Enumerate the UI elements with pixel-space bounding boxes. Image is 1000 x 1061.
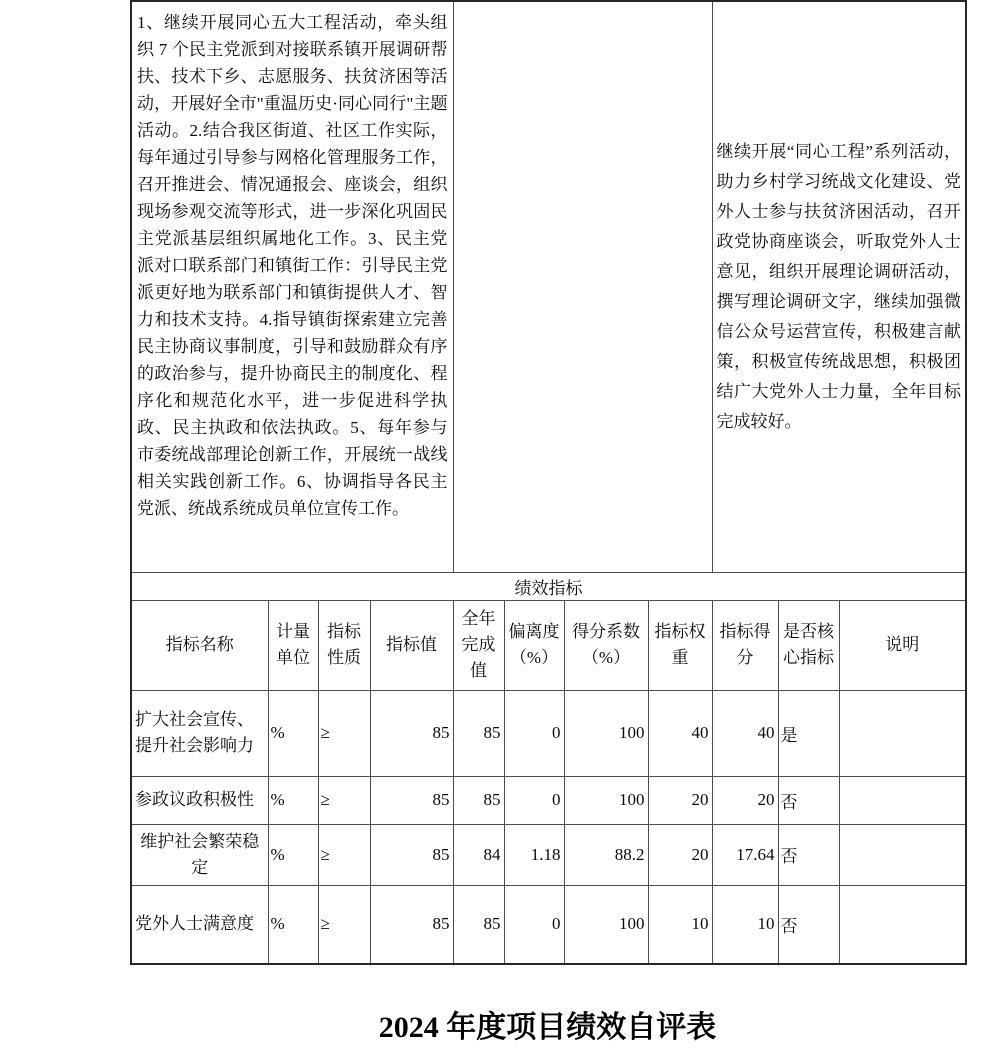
indicator-name: 党外人士满意度 [131,885,268,964]
weight-value: 20 [648,776,712,824]
target-value: 85 [370,690,453,776]
core-indicator-value: 否 [778,885,839,964]
deviation-value: 0 [504,885,564,964]
col-header-score-coefficient: 得分系数（%） [564,600,648,690]
score-value: 10 [712,885,778,964]
col-header-remarks: 说明 [839,600,966,690]
activities-text-wrap [137,9,448,567]
score-coefficient-value: 100 [564,690,648,776]
target-value: 85 [370,885,453,964]
activities-text-cell [131,1,453,572]
weight-value: 40 [648,690,712,776]
nature-value: ≥ [318,776,370,824]
remarks-value [839,885,966,964]
deviation-value: 0 [504,690,564,776]
core-indicator-value: 否 [778,824,839,885]
score-value: 17.64 [712,824,778,885]
core-indicator-value: 是 [778,690,839,776]
summary-text: 继续开展“同心工程”系列活动，助力乡村学习统战文化建设、党外人士参与扶贫济困活动，召开政党协商座谈会，听取党外人士意见，组织开展理论调研活动，撰写理论调研文字，继续加强微信公众号运营宣传，积极建言献策，积极宣传统战思想，积极团结广大党外人士力量，全年目标完成较好。 [716,141,962,431]
completed-value: 85 [453,690,504,776]
score-value: 20 [712,776,778,824]
target-value: 85 [370,776,453,824]
indicator-name: 维护社会繁荣稳定 [131,824,268,885]
weight-value: 20 [648,824,712,885]
page-title: 2024 年度项目绩效自评表 [378,1011,717,1044]
indicator-name: 扩大社会宣传、提升社会影响力 [131,690,268,776]
score-coefficient-value: 100 [564,776,648,824]
unit-value: % [268,885,318,964]
col-header-target-value: 指标值 [370,600,453,690]
unit-value: % [268,776,318,824]
col-header-core-indicator: 是否核心指标 [778,600,839,690]
indicator-name: 参政议政积极性 [131,776,268,824]
section-band-row [131,572,966,600]
performance-evaluation-table [130,0,967,965]
remarks-value [839,776,966,824]
col-header-weight: 指标权重 [648,600,712,690]
table-row [131,776,966,824]
completed-value: 85 [453,776,504,824]
summary-text-wrap [717,6,962,568]
col-header-annual-completion: 全年完成值 [453,600,504,690]
deviation-value: 1.18 [504,824,564,885]
remarks-value [839,824,966,885]
col-header-unit: 计量单位 [268,600,318,690]
section-title: 绩效指标 [131,572,966,600]
nature-value: ≥ [318,824,370,885]
completed-value: 85 [453,885,504,964]
col-header-indicator-name: 指标名称 [131,600,268,690]
table-header-row [131,600,966,690]
score-coefficient-value: 100 [564,885,648,964]
table-row [131,824,966,885]
empty-cell [453,1,712,572]
table-row [131,885,966,964]
unit-value: % [268,824,318,885]
unit-value: % [268,690,318,776]
deviation-value: 0 [504,776,564,824]
col-header-deviation: 偏离度（%） [504,600,564,690]
nature-value: ≥ [318,885,370,964]
score-value: 40 [712,690,778,776]
table-row [131,690,966,776]
weight-value: 10 [648,885,712,964]
target-value: 85 [370,824,453,885]
nature-value: ≥ [318,690,370,776]
col-header-score: 指标得分 [712,600,778,690]
col-header-nature: 指标性质 [318,600,370,690]
completed-value: 84 [453,824,504,885]
score-coefficient-value: 88.2 [564,824,648,885]
summary-text-cell [712,1,966,572]
remarks-value [839,690,966,776]
core-indicator-value: 否 [778,776,839,824]
narrative-row [131,1,966,572]
activities-text: 1、继续开展同心五大工程活动，牵头组织 7 个民主党派到对接联系镇开展调研帮扶、技术下乡、志愿服务、扶贫济困等活动，开展好全市"重温历史·同心同行"主题活动。2.结合我区街道、社区工作实际，每年通过引导参与网格化管理服务工作，召开推进会、情况通报会、座谈会，组织现场参观交流等形式，进一步深化巩固民主党派基层组织属地化工作。3、民主党派对口联系部门和镇街工作：引导民主党派更好地为联系部门和镇街提供人才、智力和技术支持。4.指导镇街探索建立完善民主协商议事制度，引导和鼓励群众有序的政治参与，提升协商民主的制度化、程序化和规范化水平，进一步促进科学执政、民主执政和依法执政。5、每年参与市委统战部理论创新工作，开展统一战线相关实践创新工作。6、协调指导各民主党派、统战系统成员单位宣传工作。 [137,12,448,518]
